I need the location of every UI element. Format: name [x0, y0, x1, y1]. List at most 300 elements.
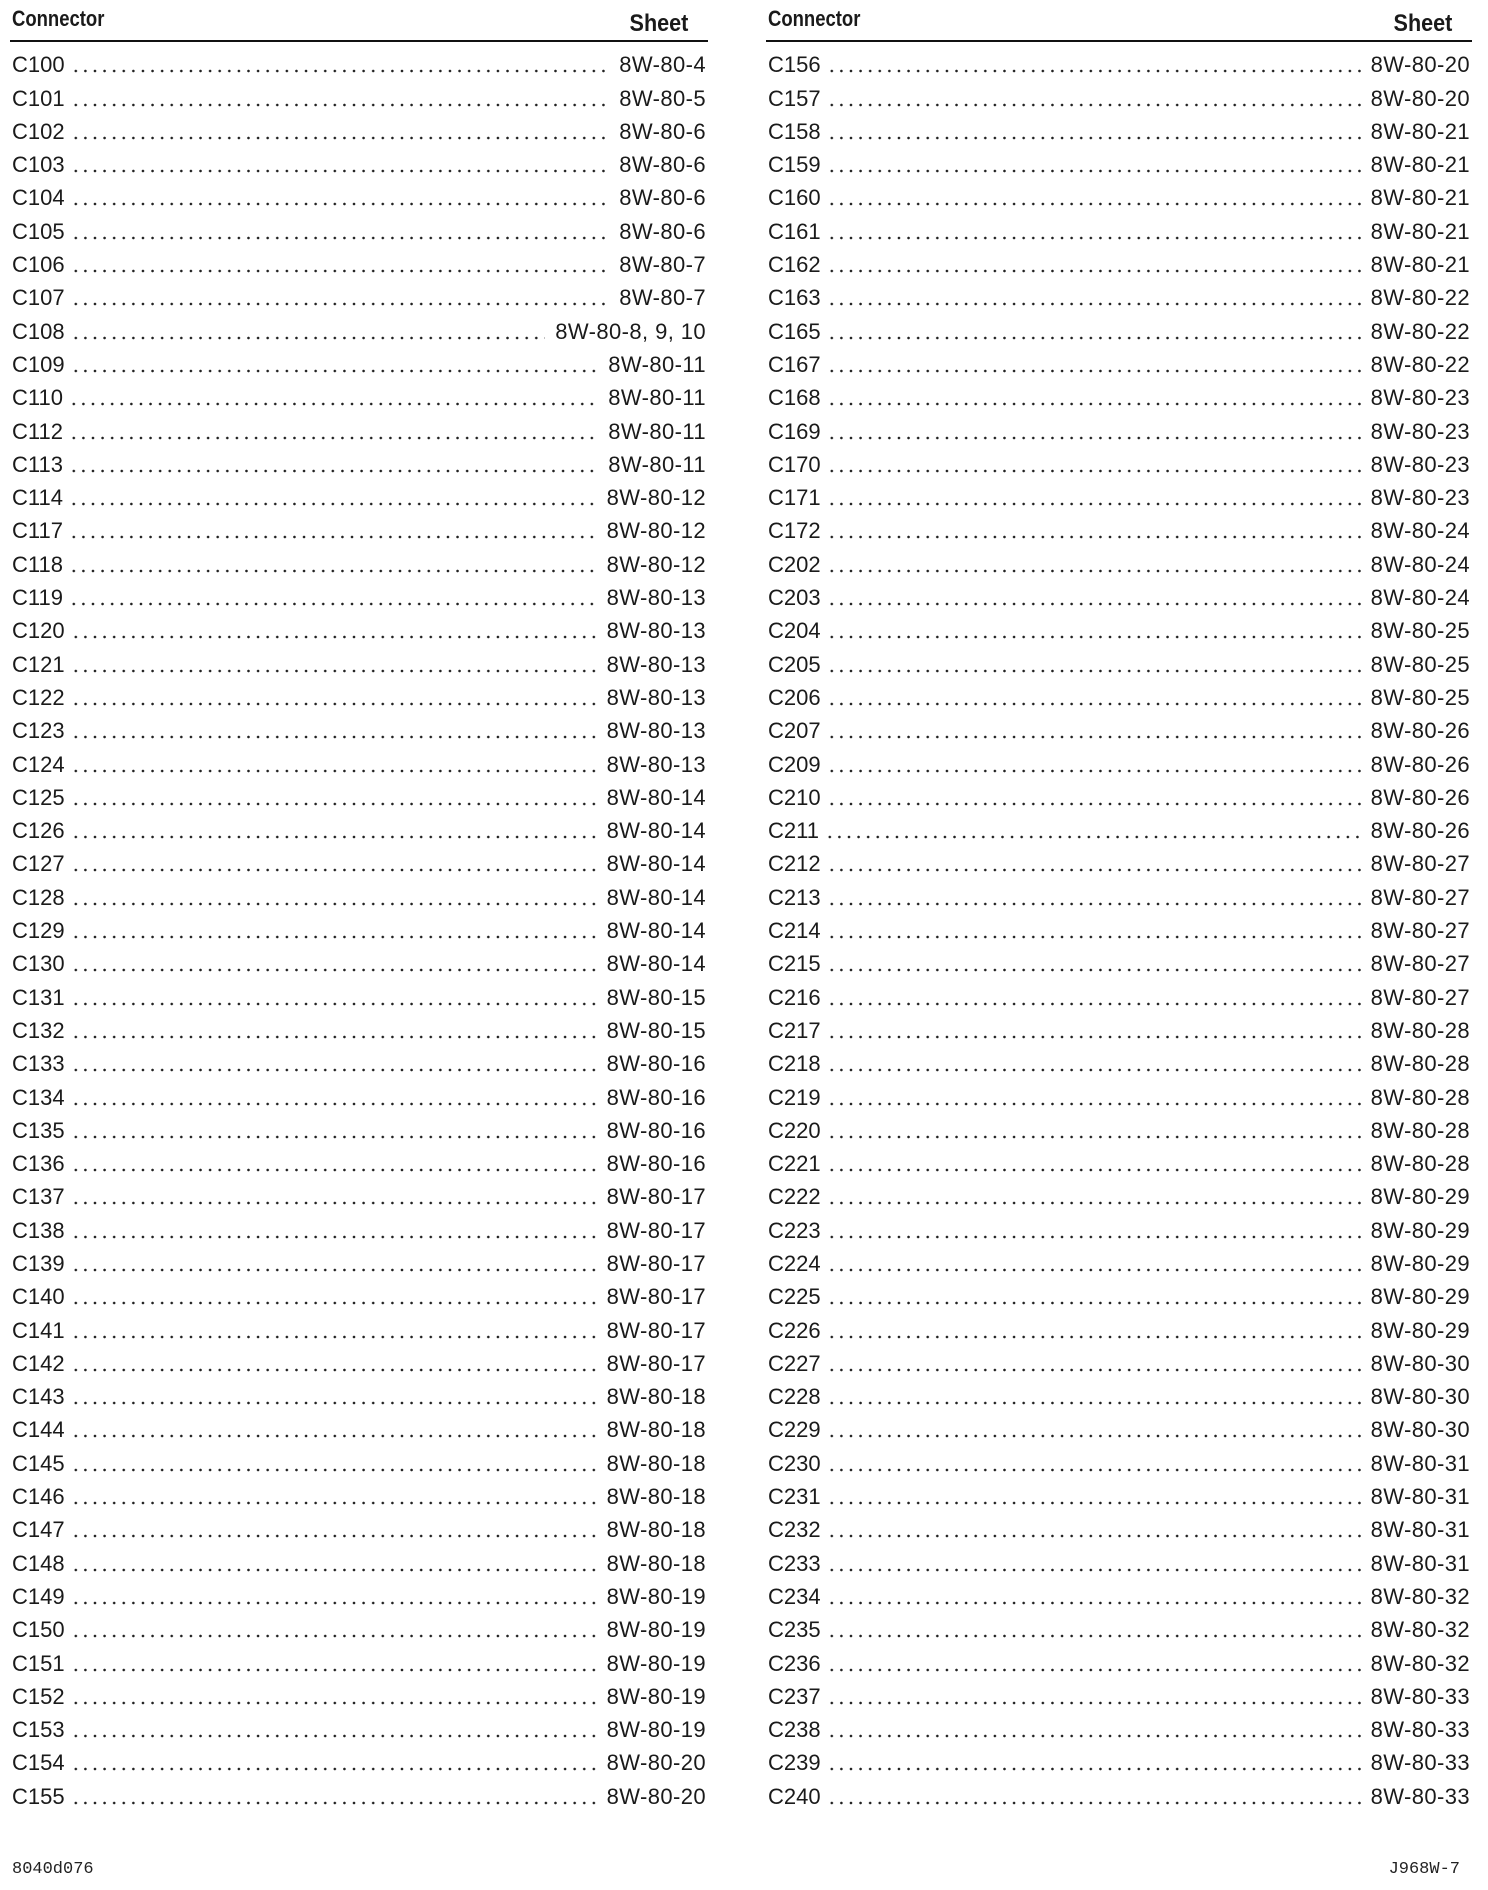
- sheet-reference: 8W-80-21: [1370, 218, 1470, 244]
- list-item: [10, 1078, 708, 1111]
- connector-id: C163: [768, 285, 821, 311]
- sheet-reference: 8W-80-20: [606, 1750, 706, 1776]
- column-header: [10, 2, 708, 42]
- list-item: [766, 279, 1472, 312]
- connector-id: C172: [768, 518, 821, 544]
- list-item: [10, 812, 708, 845]
- sheet-reference: 8W-80-6: [619, 118, 706, 144]
- dot-leader: [827, 103, 1361, 107]
- sheet-reference: 8W-80-21: [1370, 118, 1470, 144]
- sheet-reference: 8W-80-11: [608, 418, 706, 444]
- list-item: [766, 1211, 1472, 1244]
- connector-id: C240: [768, 1783, 821, 1809]
- connector-id: C153: [12, 1717, 65, 1743]
- list-item: [766, 745, 1472, 778]
- list-item: [766, 79, 1472, 112]
- connector-id: C140: [12, 1284, 65, 1310]
- sheet-reference: 8W-80-30: [1370, 1350, 1470, 1376]
- dot-leader: [827, 69, 1361, 73]
- sheet-header: Sheet: [1393, 10, 1452, 37]
- list-item: [10, 1444, 708, 1477]
- connector-header: Connector: [768, 6, 861, 31]
- dot-leader: [71, 103, 610, 107]
- list-item: [10, 779, 708, 812]
- list-item: [766, 1078, 1472, 1111]
- connector-id: C239: [768, 1750, 821, 1776]
- list-item: [10, 312, 708, 345]
- sheet-reference: 8W-80-14: [606, 918, 706, 944]
- connector-id: C230: [768, 1450, 821, 1476]
- sheet-reference: 8W-80-26: [1370, 818, 1470, 844]
- sheet-reference: 8W-80-20: [606, 1783, 706, 1809]
- list-item: [766, 1145, 1472, 1178]
- sheet-reference: 8W-80-33: [1370, 1750, 1470, 1776]
- connector-id: C165: [768, 318, 821, 344]
- dot-leader: [71, 1601, 597, 1605]
- list-item: [766, 612, 1472, 645]
- list-item: [10, 1777, 708, 1810]
- connector-id: C103: [12, 152, 65, 178]
- dot-leader: [71, 1335, 597, 1339]
- connector-id: C150: [12, 1617, 65, 1643]
- dot-leader: [827, 569, 1361, 573]
- list-item: [766, 346, 1472, 379]
- connector-id: C171: [768, 485, 821, 511]
- list-item: [766, 446, 1472, 479]
- sheet-reference: 8W-80-24: [1370, 585, 1470, 611]
- list-item: [766, 1245, 1472, 1278]
- dot-leader: [71, 302, 610, 306]
- dot-leader: [71, 769, 597, 773]
- list-item: [766, 1544, 1472, 1577]
- dot-leader: [71, 1534, 597, 1538]
- sheet-reference: 8W-80-17: [606, 1217, 706, 1243]
- sheet-reference: 8W-80-16: [606, 1084, 706, 1110]
- dot-leader: [827, 1002, 1361, 1006]
- sheet-reference: 8W-80-16: [606, 1151, 706, 1177]
- list-item: [766, 1178, 1472, 1211]
- list-item: [766, 1478, 1472, 1511]
- connector-id: C203: [768, 585, 821, 611]
- dot-leader: [827, 1268, 1361, 1272]
- dot-leader: [71, 1434, 597, 1438]
- sheet-reference: 8W-80-18: [606, 1517, 706, 1543]
- list-item: [10, 1511, 708, 1544]
- connector-id: C202: [768, 551, 821, 577]
- sheet-reference: 8W-80-29: [1370, 1250, 1470, 1276]
- dot-leader: [71, 1501, 597, 1505]
- dot-leader: [827, 1401, 1361, 1405]
- connector-id: C214: [768, 918, 821, 944]
- sheet-reference: 8W-80-17: [606, 1184, 706, 1210]
- connector-id: C137: [12, 1184, 65, 1210]
- connector-list: [766, 46, 1472, 1811]
- dot-leader: [71, 1767, 597, 1771]
- sheet-reference: 8W-80-16: [606, 1051, 706, 1077]
- dot-leader: [71, 1401, 597, 1405]
- dot-leader: [69, 436, 598, 440]
- dot-leader: [71, 1135, 597, 1139]
- connector-id: C209: [768, 751, 821, 777]
- sheet-reference: 8W-80-28: [1370, 1084, 1470, 1110]
- connector-id: C227: [768, 1350, 821, 1376]
- connector-id: C132: [12, 1017, 65, 1043]
- list-item: [10, 1378, 708, 1411]
- list-item: [10, 1012, 708, 1045]
- sheet-reference: 8W-80-26: [1370, 718, 1470, 744]
- list-item: [10, 978, 708, 1011]
- connector-id: C149: [12, 1583, 65, 1609]
- list-item: [766, 179, 1472, 212]
- list-item: [10, 1678, 708, 1711]
- dot-leader: [827, 735, 1361, 739]
- sheet-reference: 8W-80-17: [606, 1250, 706, 1276]
- connector-id: C210: [768, 784, 821, 810]
- list-item: [766, 212, 1472, 245]
- list-item: [766, 1578, 1472, 1611]
- list-item: [766, 1378, 1472, 1411]
- connector-id: C235: [768, 1617, 821, 1643]
- connector-id: C101: [12, 85, 65, 111]
- connector-list: [10, 46, 708, 1811]
- sheet-reference: 8W-80-30: [1370, 1384, 1470, 1410]
- list-item: [766, 1012, 1472, 1045]
- list-item: [766, 712, 1472, 745]
- dot-leader: [827, 769, 1361, 773]
- list-item: [766, 845, 1472, 878]
- list-item: [766, 978, 1472, 1011]
- list-item: [10, 679, 708, 712]
- list-item: [10, 645, 708, 678]
- list-item: [766, 246, 1472, 279]
- connector-column-left: [10, 2, 708, 1811]
- list-item: [10, 1311, 708, 1344]
- sheet-reference: 8W-80-24: [1370, 518, 1470, 544]
- dot-leader: [827, 502, 1361, 506]
- dot-leader: [71, 1634, 597, 1638]
- sheet-reference: 8W-80-30: [1370, 1417, 1470, 1443]
- dot-leader: [827, 669, 1361, 673]
- sheet-reference: 8W-80-23: [1370, 485, 1470, 511]
- dot-leader: [69, 502, 597, 506]
- connector-id: C156: [768, 52, 821, 78]
- list-item: [10, 479, 708, 512]
- sheet-reference: 8W-80-14: [606, 884, 706, 910]
- dot-leader: [71, 669, 597, 673]
- sheet-reference: 8W-80-13: [606, 618, 706, 644]
- sheet-reference: 8W-80-15: [606, 984, 706, 1010]
- connector-header: Connector: [12, 6, 105, 31]
- connector-id: C133: [12, 1051, 65, 1077]
- sheet-reference: 8W-80-27: [1370, 884, 1470, 910]
- connector-id: C211: [768, 818, 819, 844]
- connector-id: C110: [12, 385, 63, 411]
- sheet-reference: 8W-80-31: [1370, 1517, 1470, 1543]
- dot-leader: [827, 1102, 1361, 1106]
- dot-leader: [827, 236, 1361, 240]
- sheet-reference: 8W-80-27: [1370, 984, 1470, 1010]
- list-item: [10, 1544, 708, 1577]
- dot-leader: [827, 1634, 1361, 1638]
- connector-id: C212: [768, 851, 821, 877]
- list-item: [10, 346, 708, 379]
- dot-leader: [827, 635, 1361, 639]
- connector-id: C114: [12, 485, 63, 511]
- sheet-reference: 8W-80-21: [1370, 252, 1470, 278]
- connector-id: C220: [768, 1117, 821, 1143]
- list-item: [10, 878, 708, 911]
- connector-id: C123: [12, 718, 65, 744]
- dot-leader: [827, 1734, 1361, 1738]
- connector-id: C120: [12, 618, 65, 644]
- dot-leader: [71, 702, 597, 706]
- dot-leader: [71, 202, 610, 206]
- sheet-reference: 8W-80-33: [1370, 1717, 1470, 1743]
- connector-id: C213: [768, 884, 821, 910]
- list-item: [766, 1444, 1472, 1477]
- dot-leader: [827, 136, 1361, 140]
- dot-leader: [827, 1801, 1361, 1805]
- connector-id: C129: [12, 918, 65, 944]
- dot-leader: [827, 1568, 1361, 1572]
- connector-id: C158: [768, 118, 821, 144]
- list-item: [766, 878, 1472, 911]
- connector-id: C168: [768, 385, 821, 411]
- sheet-reference: 8W-80-29: [1370, 1284, 1470, 1310]
- sheet-reference: 8W-80-8, 9, 10: [555, 318, 706, 344]
- list-item: [766, 645, 1472, 678]
- connector-id: C109: [12, 351, 65, 377]
- dot-leader: [827, 702, 1361, 706]
- list-item: [10, 1711, 708, 1744]
- list-item: [10, 212, 708, 245]
- connector-id: C159: [768, 152, 821, 178]
- sheet-reference: 8W-80-20: [1370, 52, 1470, 78]
- dot-leader: [827, 1501, 1361, 1505]
- dot-leader: [827, 1767, 1361, 1771]
- list-item: [766, 379, 1472, 412]
- list-item: [766, 1644, 1472, 1677]
- list-item: [766, 412, 1472, 445]
- sheet-reference: 8W-80-25: [1370, 651, 1470, 677]
- dot-leader: [827, 1534, 1361, 1538]
- list-item: [10, 412, 708, 445]
- dot-leader: [69, 535, 597, 539]
- list-item: [10, 1478, 708, 1511]
- connector-id: C236: [768, 1650, 821, 1676]
- connector-id: C169: [768, 418, 821, 444]
- connector-id: C215: [768, 951, 821, 977]
- dot-leader: [71, 1568, 597, 1572]
- dot-leader: [71, 635, 597, 639]
- connector-id: C167: [768, 351, 821, 377]
- sheet-reference: 8W-80-23: [1370, 418, 1470, 444]
- dot-leader: [71, 735, 597, 739]
- dot-leader: [827, 802, 1361, 806]
- list-item: [10, 246, 708, 279]
- connector-id: C170: [768, 451, 821, 477]
- list-item: [766, 46, 1472, 79]
- dot-leader: [71, 935, 597, 939]
- sheet-reference: 8W-80-17: [606, 1317, 706, 1343]
- sheet-reference: 8W-80-31: [1370, 1484, 1470, 1510]
- connector-id: C102: [12, 118, 65, 144]
- dot-leader: [69, 602, 597, 606]
- sheet-reference: 8W-80-33: [1370, 1683, 1470, 1709]
- dot-leader: [71, 336, 546, 340]
- sheet-reference: 8W-80-6: [619, 152, 706, 178]
- connector-id: C237: [768, 1683, 821, 1709]
- list-item: [766, 1777, 1472, 1810]
- sheet-reference: 8W-80-18: [606, 1417, 706, 1443]
- sheet-reference: 8W-80-22: [1370, 285, 1470, 311]
- sheet-reference: 8W-80-32: [1370, 1650, 1470, 1676]
- connector-id: C146: [12, 1484, 65, 1510]
- dot-leader: [69, 469, 598, 473]
- dot-leader: [71, 1368, 597, 1372]
- list-item: [766, 1711, 1472, 1744]
- connector-id: C118: [12, 551, 63, 577]
- sheet-reference: 8W-80-22: [1370, 318, 1470, 344]
- connector-id: C231: [768, 1484, 821, 1510]
- list-item: [766, 312, 1472, 345]
- connector-id: C151: [12, 1650, 65, 1676]
- list-item: [766, 113, 1472, 146]
- dot-leader: [71, 1734, 597, 1738]
- connector-id: C162: [768, 252, 821, 278]
- list-item: [766, 512, 1472, 545]
- list-item: [10, 1644, 708, 1677]
- sheet-reference: 8W-80-27: [1370, 918, 1470, 944]
- list-item: [10, 712, 708, 745]
- list-item: [766, 1278, 1472, 1311]
- sheet-reference: 8W-80-18: [606, 1450, 706, 1476]
- connector-id: C218: [768, 1051, 821, 1077]
- list-item: [10, 845, 708, 878]
- connector-id: C222: [768, 1184, 821, 1210]
- list-item: [766, 1511, 1472, 1544]
- connector-id: C117: [12, 518, 63, 544]
- list-item: [766, 479, 1472, 512]
- list-item: [766, 1678, 1472, 1711]
- dot-leader: [71, 1701, 597, 1705]
- list-item: [10, 912, 708, 945]
- sheet-reference: 8W-80-11: [608, 351, 706, 377]
- dot-leader: [71, 136, 610, 140]
- list-item: [10, 745, 708, 778]
- list-item: [10, 1744, 708, 1777]
- sheet-reference: 8W-80-25: [1370, 684, 1470, 710]
- connector-id: C143: [12, 1384, 65, 1410]
- dot-leader: [71, 902, 597, 906]
- list-item: [766, 779, 1472, 812]
- list-item: [766, 912, 1472, 945]
- connector-id: C234: [768, 1583, 821, 1609]
- dot-leader: [71, 1268, 597, 1272]
- connector-id: C226: [768, 1317, 821, 1343]
- connector-id: C124: [12, 751, 65, 777]
- list-item: [766, 1311, 1472, 1344]
- list-item: [10, 512, 708, 545]
- list-item: [10, 179, 708, 212]
- sheet-reference: 8W-80-28: [1370, 1051, 1470, 1077]
- dot-leader: [827, 1168, 1361, 1172]
- document-code-footer: 8040d076: [12, 1860, 94, 1879]
- connector-id: C104: [12, 185, 65, 211]
- sheet-reference: 8W-80-19: [606, 1583, 706, 1609]
- sheet-reference: 8W-80-14: [606, 851, 706, 877]
- sheet-reference: 8W-80-31: [1370, 1550, 1470, 1576]
- connector-id: C125: [12, 784, 65, 810]
- connector-id: C141: [12, 1317, 65, 1343]
- list-item: [10, 279, 708, 312]
- list-item: [766, 1744, 1472, 1777]
- sheet-reference: 8W-80-26: [1370, 784, 1470, 810]
- dot-leader: [71, 169, 610, 173]
- sheet-reference: 8W-80-13: [606, 751, 706, 777]
- column-header: [766, 2, 1472, 42]
- list-item: [766, 579, 1472, 612]
- sheet-reference: 8W-80-14: [606, 818, 706, 844]
- connector-id: C112: [12, 418, 63, 444]
- dot-leader: [827, 402, 1361, 406]
- list-item: [10, 1145, 708, 1178]
- connector-id: C206: [768, 684, 821, 710]
- connector-id: C145: [12, 1450, 65, 1476]
- list-item: [10, 446, 708, 479]
- list-item: [10, 1411, 708, 1444]
- sheet-reference: 8W-80-18: [606, 1550, 706, 1576]
- sheet-reference: 8W-80-19: [606, 1650, 706, 1676]
- list-item: [10, 79, 708, 112]
- connector-id: C155: [12, 1783, 65, 1809]
- connector-id: C128: [12, 884, 65, 910]
- sheet-reference: 8W-80-29: [1370, 1184, 1470, 1210]
- connector-id: C127: [12, 851, 65, 877]
- sheet-reference: 8W-80-25: [1370, 618, 1470, 644]
- dot-leader: [827, 1201, 1361, 1205]
- connector-id: C157: [768, 85, 821, 111]
- connector-id: C207: [768, 718, 821, 744]
- dot-leader: [71, 968, 597, 972]
- list-item: [766, 1345, 1472, 1378]
- dot-leader: [71, 868, 597, 872]
- list-item: [10, 146, 708, 179]
- sheet-reference: 8W-80-28: [1370, 1151, 1470, 1177]
- dot-leader: [71, 1468, 597, 1472]
- sheet-reference: 8W-80-17: [606, 1284, 706, 1310]
- connector-id: C233: [768, 1550, 821, 1576]
- page-number-footer: J968W-7: [1388, 1860, 1460, 1879]
- dot-leader: [827, 602, 1361, 606]
- connector-id: C221: [768, 1151, 821, 1177]
- sheet-reference: 8W-80-19: [606, 1717, 706, 1743]
- dot-leader: [827, 1035, 1361, 1039]
- list-item: [10, 1211, 708, 1244]
- connector-id: C161: [768, 218, 821, 244]
- dot-leader: [827, 1468, 1361, 1472]
- sheet-reference: 8W-80-14: [606, 784, 706, 810]
- list-item: [766, 545, 1472, 578]
- sheet-reference: 8W-80-6: [619, 218, 706, 244]
- list-item: [766, 146, 1472, 179]
- dot-leader: [827, 469, 1361, 473]
- connector-id: C131: [12, 984, 65, 1010]
- sheet-reference: 8W-80-21: [1370, 185, 1470, 211]
- sheet-reference: 8W-80-11: [608, 451, 706, 477]
- sheet-reference: 8W-80-29: [1370, 1217, 1470, 1243]
- sheet-reference: 8W-80-31: [1370, 1450, 1470, 1476]
